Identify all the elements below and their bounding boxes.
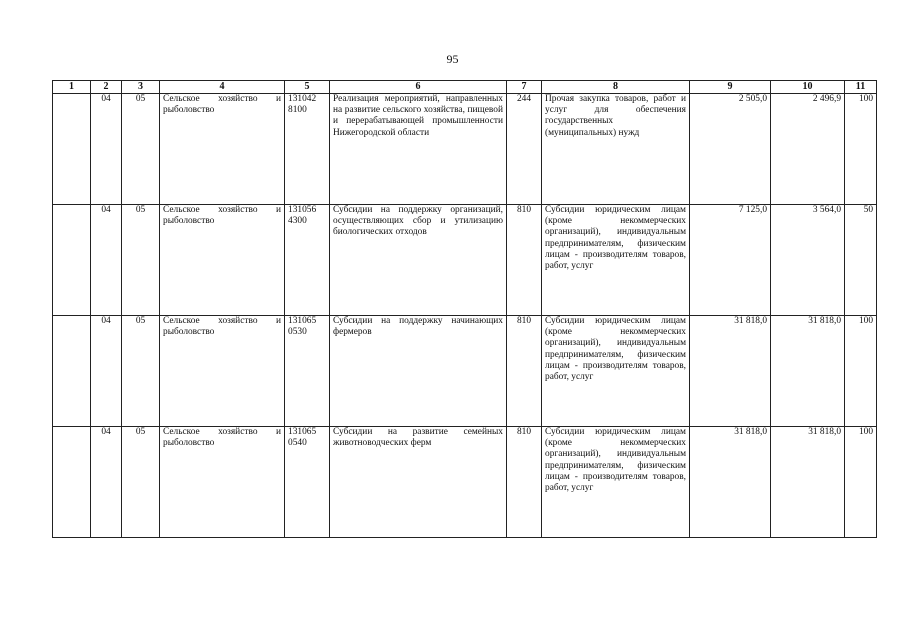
cell-target-code: 131056 4300: [285, 205, 330, 316]
cell-percent: 100: [845, 427, 877, 538]
cell-sector-name: Сельское хозяйство и рыболовство: [160, 205, 285, 316]
cell-target-code: 131065 0530: [285, 316, 330, 427]
cell-expense-type: 810: [507, 205, 542, 316]
cell-section: 04: [91, 427, 122, 538]
cell-subsection: 05: [122, 316, 160, 427]
cell-expense-type-name: Субсидии юридическим лицам (кроме некоммерческих организаций), индивидуальным предпринимателям, физическим лицам - производителям товаров, работ, услуг: [542, 205, 690, 316]
table-row: [53, 205, 877, 316]
cell-expense-type-name: Субсидии юридическим лицам (кроме некоммерческих организаций), индивидуальным предпринимателям, физическим лицам - производителям товаров, работ, услуг: [542, 316, 690, 427]
table-row: [53, 94, 877, 205]
cell-planned-amount: 31 818,0: [690, 316, 771, 427]
cell-planned-amount: 31 818,0: [690, 427, 771, 538]
column-header: 3: [122, 81, 160, 94]
cell-section: 04: [91, 94, 122, 205]
cell-planned-amount: 2 505,0: [690, 94, 771, 205]
cell-index: [53, 316, 91, 427]
column-header: 5: [285, 81, 330, 94]
cell-index: [53, 94, 91, 205]
cell-subsection: 05: [122, 205, 160, 316]
column-header: 4: [160, 81, 285, 94]
column-header: 1: [53, 81, 91, 94]
cell-expense-name: Субсидии на поддержку организаций, осуществляющих сбор и утилизацию биологических отходов: [330, 205, 507, 316]
column-header: 2: [91, 81, 122, 94]
cell-expense-type-name: Субсидии юридическим лицам (кроме некоммерческих организаций), индивидуальным предпринимателям, физическим лицам - производителям товаров, работ, услуг: [542, 427, 690, 538]
cell-sector-name: Сельское хозяйство и рыболовство: [160, 94, 285, 205]
cell-section: 04: [91, 316, 122, 427]
cell-expense-name: Реализация мероприятий, направленных на развитие сельского хозяйства, пищевой и перерабатывающей промышленности Нижегородской области: [330, 94, 507, 205]
budget-table: [52, 80, 877, 538]
cell-target-code: 131065 0540: [285, 427, 330, 538]
cell-actual-amount: 31 818,0: [771, 316, 845, 427]
column-header: 6: [330, 81, 507, 94]
cell-sector-name: Сельское хозяйство и рыболовство: [160, 316, 285, 427]
column-header: 9: [690, 81, 771, 94]
page-number: 95: [446, 52, 459, 66]
table-row: [53, 316, 877, 427]
cell-actual-amount: 3 564,0: [771, 205, 845, 316]
column-header: 10: [771, 81, 845, 94]
cell-planned-amount: 7 125,0: [690, 205, 771, 316]
cell-expense-name: Субсидии на поддержку начинающих фермеров: [330, 316, 507, 427]
cell-sector-name: Сельское хозяйство и рыболовство: [160, 427, 285, 538]
table-row: [53, 427, 877, 538]
cell-expense-type: 244: [507, 94, 542, 205]
column-header: 11: [845, 81, 877, 94]
column-header: 7: [507, 81, 542, 94]
cell-subsection: 05: [122, 94, 160, 205]
cell-index: [53, 427, 91, 538]
cell-expense-name: Субсидии на развитие семейных животноводческих ферм: [330, 427, 507, 538]
cell-subsection: 05: [122, 427, 160, 538]
cell-expense-type: 810: [507, 316, 542, 427]
cell-percent: 50: [845, 205, 877, 316]
column-header: 8: [542, 81, 690, 94]
cell-index: [53, 205, 91, 316]
cell-target-code: 131042 8100: [285, 94, 330, 205]
cell-expense-type: 810: [507, 427, 542, 538]
header-row: [53, 81, 877, 94]
cell-section: 04: [91, 205, 122, 316]
cell-expense-type-name: Прочая закупка товаров, работ и услуг для обеспечения государственных (муниципальных) нужд: [542, 94, 690, 205]
cell-percent: 100: [845, 94, 877, 205]
cell-actual-amount: 31 818,0: [771, 427, 845, 538]
cell-percent: 100: [845, 316, 877, 427]
cell-actual-amount: 2 496,9: [771, 94, 845, 205]
